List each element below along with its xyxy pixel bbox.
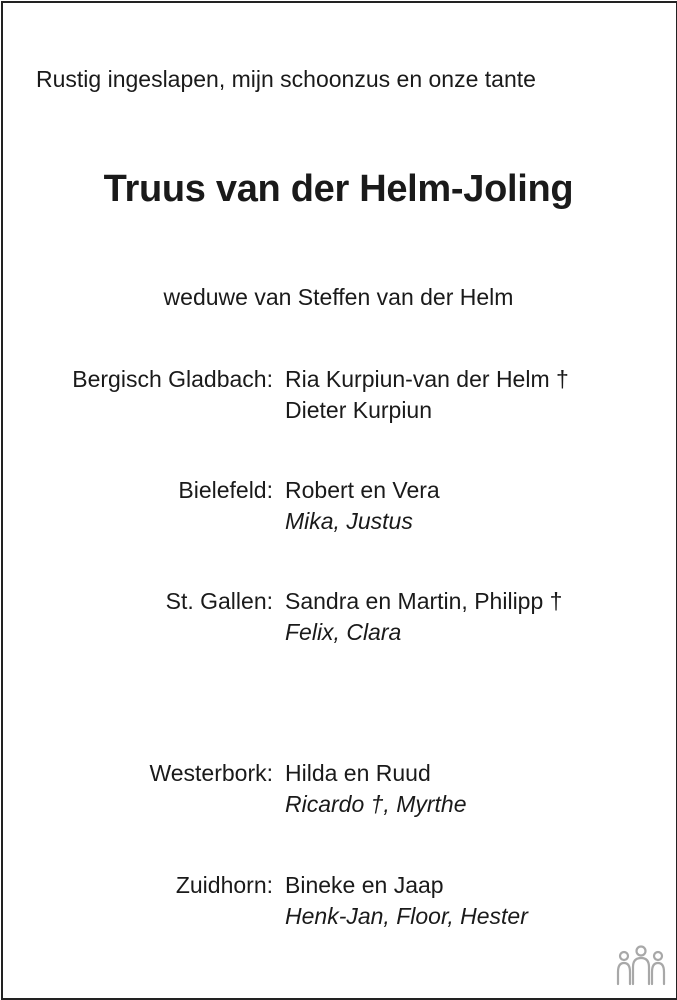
family-place: Bielefeld: [178,477,273,503]
widow-of-text: weduwe van Steffen van der Helm [163,284,514,310]
family-names-line2: Ricardo †, Myrthe [285,791,467,817]
family-names-line1: Robert en Vera [285,477,440,503]
family-names [285,475,440,537]
deceased-name: Truus van der Helm-Joling [103,168,574,210]
family-names-line2: Dieter Kurpiun [285,397,433,423]
family-place: Zuidhorn: [175,872,273,898]
family-names-line1: Hilda en Ruud [285,760,431,786]
family-names-line2: Felix, Clara [285,619,402,645]
family-names-line1: Bineke en Jaap [285,872,444,898]
family-names-line1: Sandra en Martin, Philipp † [285,588,563,614]
intro-text: Rustig ingeslapen, mijn schoonzus en onze tante [36,66,536,92]
family-names [285,586,562,648]
family-names [285,870,528,932]
family-place: Westerbork: [149,760,273,786]
family-place: Bergisch Gladbach: [72,366,273,392]
family-names-line2: Henk-Jan, Floor, Hester [285,903,528,929]
family-names [285,758,467,820]
family-place: St. Gallen: [165,588,273,614]
people-group-icon [615,944,667,990]
family-names-line1: Ria Kurpiun-van der Helm † [285,366,569,392]
family-names-line2: Mika, Justus [285,508,413,534]
family-names [285,364,569,426]
